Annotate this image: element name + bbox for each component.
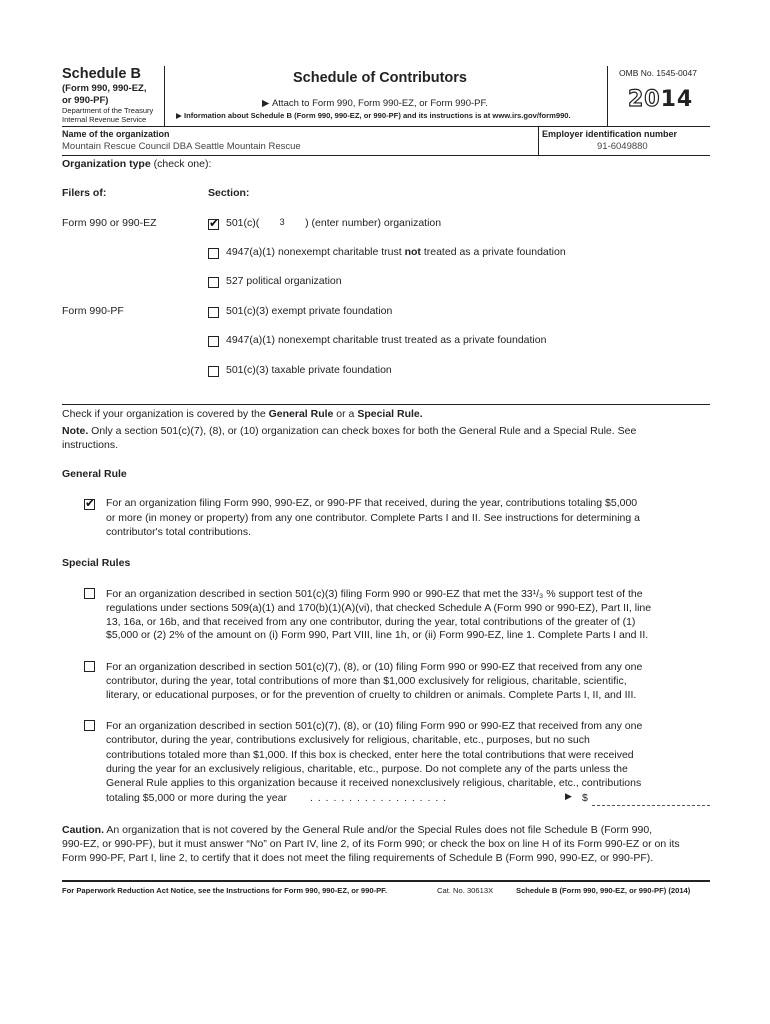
- option-527: 527 political organization: [226, 275, 342, 287]
- footer-schedule-id: Schedule B (Form 990, 990-EZ, or 990-PF) (2014): [516, 886, 691, 895]
- special-rule-3-line-1: For an organization described in section 501(c)(7), (8), or (10) filing Form 990 or 990-EZ that received from any one: [106, 720, 643, 732]
- dollar-sign: $: [582, 792, 588, 804]
- note-line-1: Note. Only a section 501(c)(7), (8), or (10) organization can check boxes for both the General Rule and a Special Rule. See: [62, 425, 637, 437]
- caution-line-1: Caution. An organization that is not covered by the General Rule and/or the Special Rules does not file Schedule B (Form 990,: [62, 824, 653, 836]
- form-title: Schedule of Contributors: [293, 70, 467, 86]
- name-bottom-rule: [62, 155, 710, 156]
- 501c-number-field[interactable]: 3: [279, 217, 285, 227]
- checkbox-4947-pf[interactable]: [208, 336, 219, 347]
- footer-cat-number: Cat. No. 30613X: [437, 886, 494, 895]
- checkbox-501c3-exempt-pf[interactable]: [208, 307, 219, 318]
- special-rule-1-line-4: $5,000 or (2) 2% of the amount on (i) Form 990, Part VIII, line 1h, or (ii) Form 990-EZ, line 1. Complete Parts I and II.: [106, 629, 649, 641]
- org-name-value[interactable]: Mountain Rescue Council DBA Seattle Mountain Rescue: [62, 141, 301, 152]
- special-rule-3-line-6: totaling $5,000 or more during the year: [106, 792, 287, 804]
- section-heading: Section:: [208, 187, 250, 199]
- checkbox-4947-not-pf[interactable]: [208, 248, 219, 259]
- general-rule-heading: General Rule: [62, 468, 127, 480]
- arrow-right-icon: ▶: [262, 98, 270, 109]
- total-contributions-field[interactable]: [592, 805, 710, 806]
- filers-of-heading: Filers of:: [62, 187, 107, 199]
- special-rule-3-line-4: during the year for an exclusively religious, charitable, etc., purpose. Do not complete any of the parts unless the: [106, 763, 628, 775]
- ein-divider: [538, 126, 539, 156]
- footer-paperwork-notice: For Paperwork Reduction Act Notice, see the Instructions for Form 990, 990-EZ, or 990-PF.: [62, 886, 388, 895]
- note-line-2: instructions.: [62, 439, 119, 451]
- general-rule-line-1: For an organization filing Form 990, 990-EZ, or 990-PF that received, during the year, contributions totaling $5,000: [106, 497, 638, 509]
- arrow-right-icon: ▶: [176, 111, 182, 120]
- special-rule-3-line-3: contributions totaled more than $1,000. If this box is checked, enter here the total contributions that were received: [106, 749, 634, 761]
- dept-irs: Internal Revenue Service: [62, 115, 147, 124]
- special-rule-1-line-3: 13, 16a, or 16b, and that received from any one contributor, during the year, total contributions of the greater of (1): [106, 616, 636, 628]
- schedule-forms: (Form 990, 990-EZ,: [62, 83, 147, 94]
- form-990-label: Form 990 or 990-EZ: [62, 217, 157, 229]
- omb-number: OMB No. 1545-0047: [619, 68, 697, 78]
- option-501c3-taxable-pf: 501(c)(3) taxable private foundation: [226, 364, 392, 376]
- attach-line: ▶ Attach to Form 990, Form 990-EZ, or Form 990-PF.: [262, 98, 488, 109]
- ein-value[interactable]: 91-6049880: [597, 141, 648, 152]
- checkbox-special-rule-3[interactable]: [84, 720, 95, 731]
- schedule-title: Schedule B: [62, 66, 141, 82]
- general-rule-line-2: or more (in money or property) from any one contributor. Complete Parts I and II. See instructions for determining a: [106, 512, 640, 524]
- special-rule-2-line-2: contributor, during the year, total contributions of more than $1,000 exclusively for religious, charitable, scientific,: [106, 675, 627, 687]
- checkbox-501c[interactable]: [208, 219, 219, 230]
- general-rule-line-3: contributor's total contributions.: [106, 526, 251, 538]
- checkbox-501c3-taxable-pf[interactable]: [208, 366, 219, 377]
- option-4947-not-pf: 4947(a)(1) nonexempt charitable trust not treated as a private foundation: [226, 246, 566, 258]
- check-rule-line: Check if your organization is covered by the General Rule or a Special Rule.: [62, 408, 423, 420]
- special-rule-2-line-3: literary, or educational purposes, or for the prevention of cruelty to children or animals. Complete Parts I, II, and III.: [106, 689, 637, 701]
- special-rule-1-line-2: regulations under sections 509(a)(1) and 170(b)(1)(A)(vi), that checked Schedule A (Form 990 or 990-EZ), Part II, line: [106, 602, 652, 614]
- special-rules-heading: Special Rules: [62, 557, 131, 569]
- tax-year: 2014: [628, 87, 694, 112]
- checkbox-special-rule-2[interactable]: [84, 661, 95, 672]
- special-rule-3-line-5: General Rule applies to this organization because it received nonexclusively religious, charitable, etc., contributions: [106, 777, 642, 789]
- caution-line-2: 990-EZ, or 990-PF), but it must answer “No” on Part IV, line 2, of its Form 990; or check the box on line H of its Form 990-EZ or on its: [62, 838, 680, 850]
- checkbox-general-rule[interactable]: [84, 499, 95, 510]
- option-501c3-exempt-pf: 501(c)(3) exempt private foundation: [226, 305, 393, 317]
- leader-dots: . . . . . . . . . . . . . . . . . .: [310, 792, 448, 804]
- option-501c: 501(c)( 3 ) (enter number) organization: [226, 217, 442, 229]
- special-rule-1-line-1: For an organization described in section 501(c)(3) filing Form 990 or 990-EZ that met the 33¹/₃ % support test of the: [106, 588, 643, 600]
- dept-treasury: Department of the Treasury: [62, 106, 154, 115]
- ein-label: Employer identification number: [542, 129, 678, 139]
- header-divider-right: [607, 66, 608, 126]
- footer-rule: [62, 880, 710, 882]
- caution-line-3: Form 990-PF, Part I, line 2, to certify that it does not meet the filing requirements of Schedule B (Form 990, 990-EZ, or 990-PF).: [62, 852, 654, 864]
- info-line: ▶ Information about Schedule B (Form 990, 990-EZ, or 990-PF) and its instructions is at www.irs.gov/form990.: [176, 111, 571, 120]
- option-4947-pf: 4947(a)(1) nonexempt charitable trust treated as a private foundation: [226, 334, 547, 346]
- schedule-forms-2: or 990-PF): [62, 95, 109, 106]
- checkbox-special-rule-1[interactable]: [84, 588, 95, 599]
- form-990pf-label: Form 990-PF: [62, 305, 124, 317]
- arrow-right-icon: ▶: [565, 791, 572, 801]
- org-type-bottom-rule: [62, 404, 710, 405]
- checkbox-527[interactable]: [208, 277, 219, 288]
- special-rule-3-line-2: contributor, during the year, contributions exclusively for religious, charitable, etc., purposes, but no such: [106, 734, 590, 746]
- org-type-heading: Organization type (check one):: [62, 158, 212, 170]
- header-bottom-rule: [62, 126, 710, 127]
- org-name-label: Name of the organization: [62, 129, 170, 139]
- header-divider-left: [164, 66, 165, 126]
- special-rule-2-line-1: For an organization described in section 501(c)(7), (8), or (10) filing Form 990 or 990-EZ that received from any one: [106, 661, 643, 673]
